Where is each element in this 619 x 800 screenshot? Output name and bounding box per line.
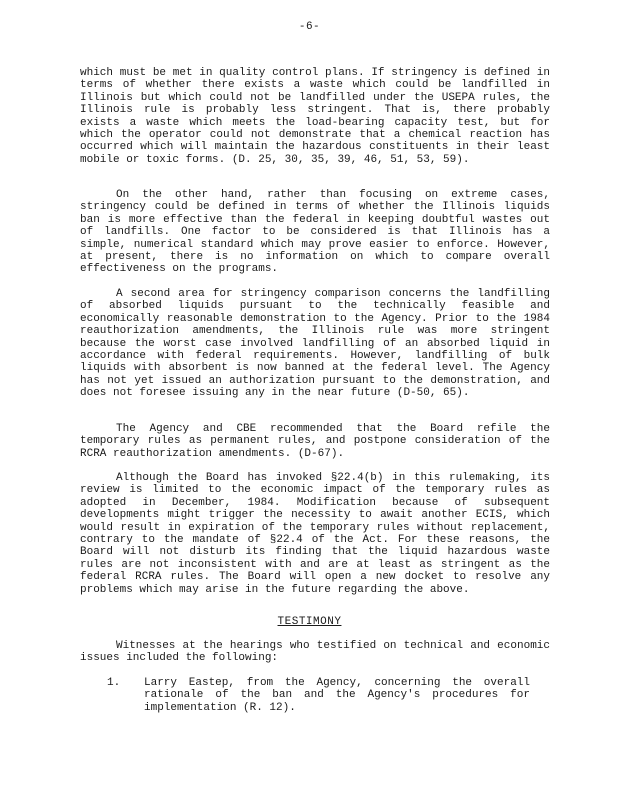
paragraph-witnesses-intro (80, 640, 550, 665)
list-item-text: Larry Eastep, from the Agency, concerning the overall rationale of the ban and the Agency's procedures for implementation (R. 12). (144, 677, 530, 714)
paragraph-text: Witnesses at the hearings who testified on technical and economic issues included the following: (80, 640, 550, 665)
list-item-number: 1. (107, 677, 121, 689)
paragraph-text: which must be met in quality control plans. If stringency is defined in terms of whether there exists a waste which could be landfilled in Illinois but which could not be landfilled under the USEPA rules, the Illinois rule is probably less stringent. That is, there probably exists a waste which meets the load-bearing capacity test, but for which the operator could not demonstrate that a chemical reaction has occurred which will maintain the hazardous constituents in their least mobile or toxic forms. (D. 25, 30, 35, 39, 46, 51, 53, 59). (80, 67, 550, 166)
paragraph-text: A second area for stringency comparison concerns the landfilling of absorbed liquids pursuant to the technically feasible and economically reasonable demonstration to the Agency. Prior to the 1984 reauthorization amendments, the Illinois rule was more stringent because the worst case involved landfilling of an absorbed liquid in accordance with federal requirements. However, landfilling of bulk liquids with absorbent is now banned at the federal level. The Agency has not yet issued an authorization pursuant to the demonstration, and does not foresee issuing any in the near future (D-50, 65). (80, 288, 550, 400)
paragraph-board-review (80, 472, 550, 596)
paragraph-agency-cbe (80, 423, 550, 460)
paragraph-stringency-definition (80, 67, 550, 166)
paragraph-other-hand (80, 189, 550, 276)
page-number: -6- (298, 21, 321, 33)
section-heading-testimony: TESTIMONY (277, 616, 342, 628)
paragraph-absorbed-liquids (80, 288, 550, 400)
paragraph-text: On the other hand, rather than focusing on extreme cases, stringency could be defined in terms of whether the Illinois liquids ban is more effective than the federal in keeping doubtful wastes out of landfills. One factor to be considered is that Illinois has a simple, numerical standard which may prove easier to enforce. However, at present, there is no information on which to compare overall effectiveness on the programs. (80, 189, 550, 276)
paragraph-text: The Agency and CBE recommended that the Board refile the temporary rules as permanent rules, and postpone consideration of the RCRA reauthorization amendments. (D-67). (80, 423, 550, 460)
paragraph-text: Although the Board has invoked §22.4(b) in this rulemaking, its review is limited to the economic impact of the temporary rules as adopted in December, 1984. Modification because of subsequent developments might trigger the necessity to await another ECIS, which would result in expiration of the temporary rules without replacement, contrary to the mandate of §22.4 of the Act. For these reasons, the Board will not disturb its finding that the liquid hazardous waste rules are not inconsistent with and are at least as stringent as the federal RCRA rules. The Board will open a new docket to resolve any problems which may arise in the future regarding the above. (80, 472, 550, 596)
